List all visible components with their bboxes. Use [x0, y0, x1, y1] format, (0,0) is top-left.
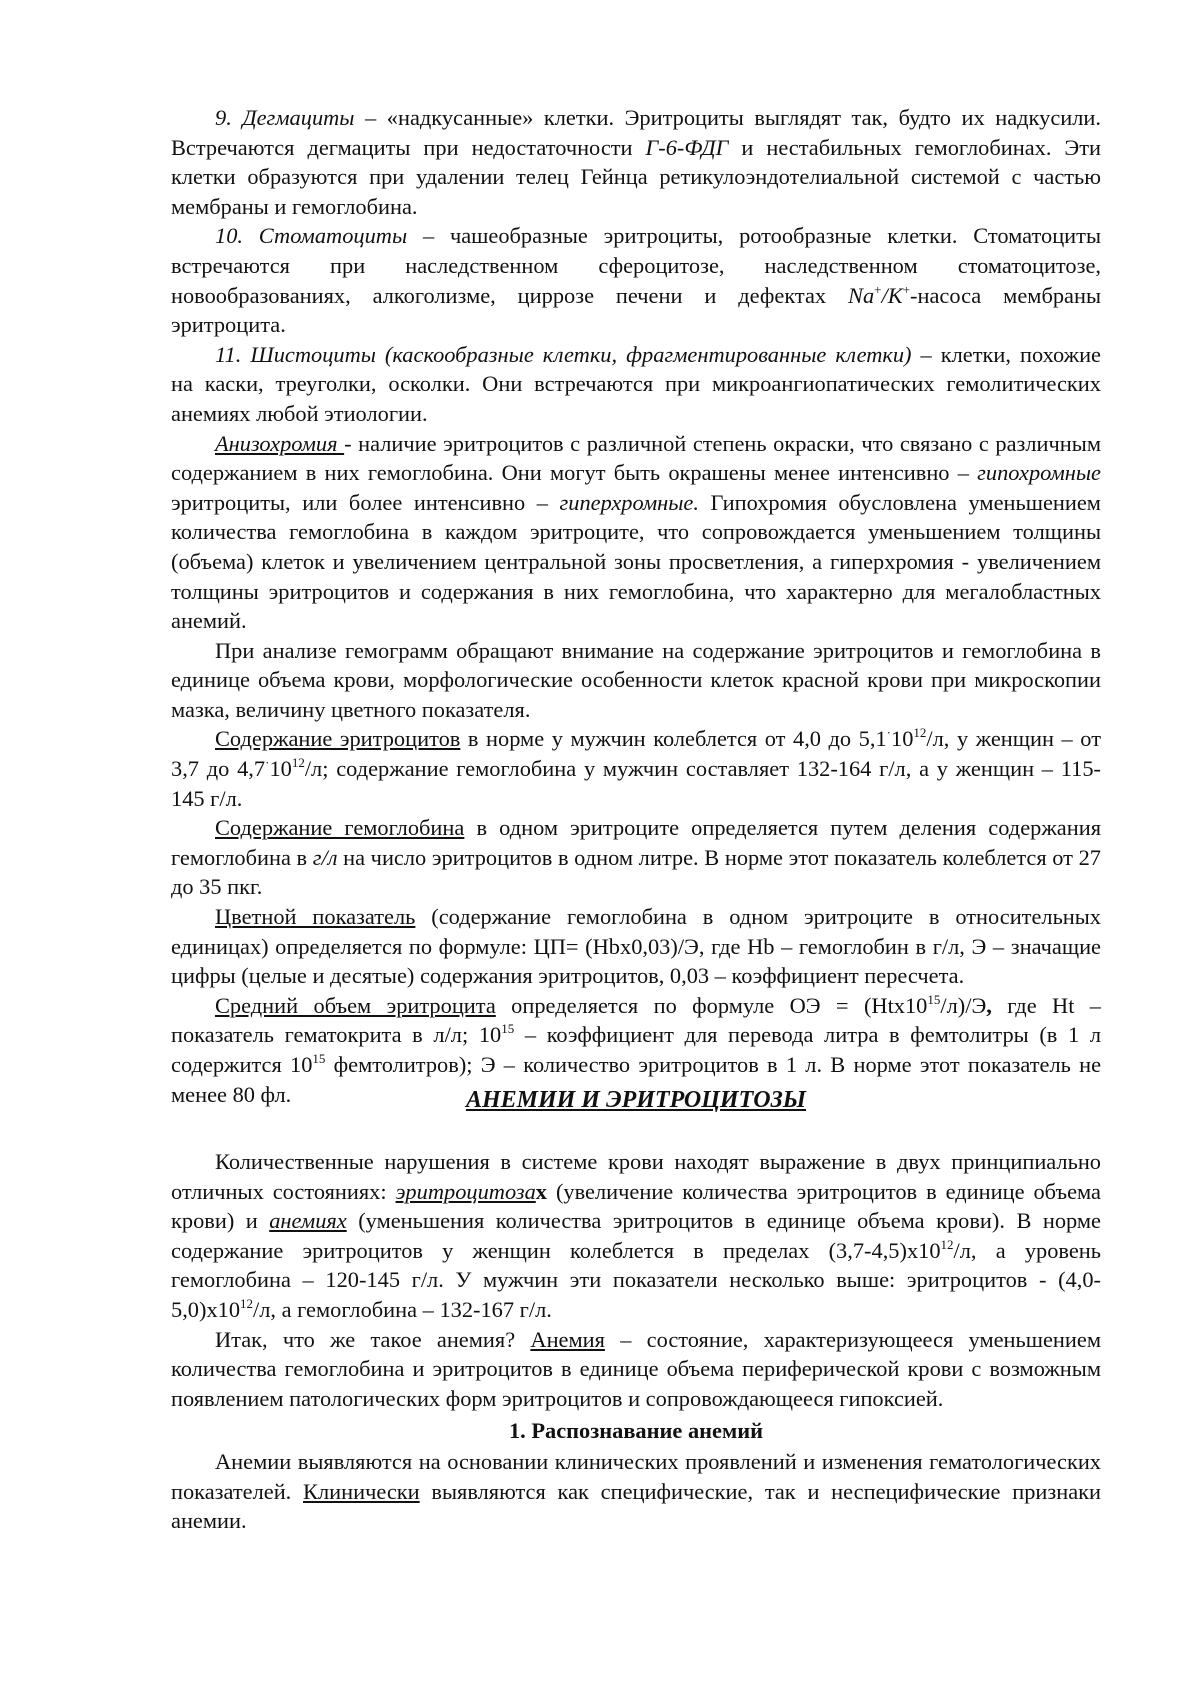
exponent: 15: [927, 991, 941, 1007]
text: – чашеобразные эритроциты, ротообразные клетки. Стоматоциты встречаются при наследственном сфероцитозе, наследственном стоматоцитозе, новообразованиях, алкоголизме, циррозе печени и дефектах: [171, 223, 1101, 308]
dot: ·: [265, 755, 270, 771]
text: /л, а гемоглобина – 132-167 г/л.: [253, 1296, 552, 1322]
text: – клетки, похожие на каски, треуголки, осколки. Они встречаются при микроангиопатических гемолитических анемиях любой этиологии.: [171, 341, 1101, 426]
text: – коэффициент для перевода литра в фемтолитры (в 1 л содержится 10: [171, 1022, 1102, 1077]
letter: х: [535, 1178, 547, 1204]
paragraph-hemogram: При анализе гемограмм обращают внимание на содержание эритроцитов и гемоглобина в единице объема крови, морфологические особенности клеток красной крови при микроскопии мазка, величину цветного показателя.: [171, 637, 1101, 722]
section-heading: АНЕМИИ И ЭРИТРОЦИТОЗЫ: [465, 1087, 807, 1113]
term-anisochromia: Анизохромия: [215, 430, 345, 456]
paragraph-hb-content: [171, 813, 1101, 902]
term-hypochromic: гипохромные: [977, 460, 1101, 486]
item-number: 10.: [215, 223, 259, 249]
body-text-block-2: [171, 1147, 1101, 1413]
text: 10: [891, 726, 914, 752]
text: /л)/Э: [940, 992, 987, 1018]
text: /л, а уровень гемоглобина – 120-145 г/л. У мужчин эти показатели несколько выше: эритроцитов - (4,0-5,0)х10: [171, 1237, 1101, 1322]
text: (уменьшения количества эритроцитов в единице объема крови). В норме содержание эритроцитов у женщин колеблется в пределах (3,7-4,5)х10: [171, 1208, 1101, 1263]
paragraph-rbc-count: [171, 724, 1101, 813]
enzyme-name: Г-6-ФДГ: [645, 134, 729, 160]
unit: г/л: [312, 844, 338, 870]
text: /л; содержание гемоглобина у мужчин составляет 132-164 г/л, а у женщин – 115-145 г/л.: [171, 756, 1101, 811]
body-text-block-3: [171, 1447, 1101, 1536]
text: где Ht – показатель гематокрита в л/л; 10: [171, 992, 1101, 1048]
exponent: 15: [501, 1021, 515, 1037]
text: определяется по формуле ОЭ = (Htх10: [495, 992, 928, 1018]
text: Количественные нарушения в системе крови находят выражение в двух принципиально отличных состояниях:: [171, 1149, 1101, 1204]
text: – состояние, характеризующееся уменьшением количества гемоглобина и эритроцитов в единице объема периферической крови с возможным появлением патологических форм эритроцитов и сопровождающееся гипоксией.: [171, 1326, 1101, 1411]
term-stomatocytes: Стоматоциты: [258, 223, 408, 249]
paragraph-quantitative: [171, 1147, 1101, 1325]
term-hyperchromic: гиперхромные.: [559, 489, 699, 515]
term-anemias: анемиях: [269, 1208, 347, 1234]
exponent: 12: [291, 755, 305, 771]
exponent: 12: [913, 725, 927, 741]
term-rbc-count: Содержание эритроцитов: [215, 726, 461, 752]
slash: /: [881, 282, 888, 308]
paragraph-schistocytes: [171, 340, 1101, 429]
term-anemia: Анемия: [530, 1326, 605, 1352]
exponent: 15: [312, 1051, 326, 1066]
ion-k: K: [887, 282, 903, 308]
term-clinically: Клинически: [303, 1478, 420, 1504]
term-degmacytes: Дегмациты: [242, 105, 355, 130]
text: фемтолитров); Э – количество эритроцитов в 1 л. В норме этот показатель не менее 80 фл.: [171, 1052, 1102, 1107]
text: -насоса мембраны эритроцита.: [171, 282, 1101, 338]
text: (увеличение количества эритроцитов в единице объема крови) и: [171, 1178, 1101, 1234]
text: на число эритроцитов в одном литре. В норме этот показатель колеблется от 27 до 35 пкг.: [171, 844, 1101, 900]
exponent: 12: [940, 1236, 954, 1252]
text: 10: [269, 756, 292, 782]
item-number: 11.: [215, 341, 251, 367]
ion-na: Na: [848, 282, 875, 308]
text: в норме у мужчин колеблется от 4,0 до 5,1: [460, 726, 887, 752]
paragraph-stomatocytes: [171, 221, 1101, 339]
text: в одном эритроците определяется путем деления содержания гемоглобина в: [171, 815, 1101, 870]
paragraph-anisochromia: [171, 429, 1101, 636]
paragraph-color-index: [171, 902, 1101, 991]
text: Анемии выявляются на основании клинических проявлений и изменения гематологических показателей.: [171, 1449, 1101, 1504]
text: Итак, что же такое анемия?: [215, 1326, 531, 1352]
text: и нестабильных гемоглобинах. Эти клетки образуются при удалении телец Гейнца ретикулоэндотелиальной системой с частью мембраны и гемоглобина.: [171, 134, 1101, 219]
paragraph-recognition: [171, 1447, 1101, 1536]
exponent: 12: [240, 1295, 254, 1311]
term-color-index: Цветной показатель: [215, 904, 416, 930]
superscript: +: [874, 281, 882, 297]
text: выявляются как специфические, так и неспецифические признаки анемии.: [171, 1478, 1102, 1534]
comma: ,: [986, 992, 992, 1018]
term-schistocytes: Шистоциты (каскообразные клетки, фрагментированные клетки): [250, 341, 912, 367]
text: (содержание гемоглобина в одном эритроците в относительных единицах) определяется по формуле: ЦП= (Hbх0,03)/Э, где Hb – гемоглобин в г/л, Э – значащие цифры (целые и десятые) содержания эритроцитов, 0,03 – коэффициент пересчета.: [171, 904, 1102, 989]
text: - наличие эритроцитов с различной степень окраски, что связано с различным содержанием в них гемоглобина. Они могут быть окрашены менее интенсивно –: [171, 430, 1101, 486]
item-number: 9.: [215, 105, 243, 130]
paragraph-anemia-definition: [171, 1325, 1101, 1414]
term-mcv: Средний объем эритроцита: [215, 992, 496, 1018]
term-hb-content: Содержание гемоглобина: [215, 815, 465, 841]
body-text-block-1: [171, 103, 1101, 1109]
text: – «надкусанные» клетки. Эритроциты выглядят так, будто их надкусили. Встречаются дегмациты при недостаточности: [171, 105, 1101, 160]
term-erythrocytosis: эритроцитоза: [395, 1178, 536, 1204]
superscript: +: [902, 281, 911, 297]
paragraph-degmacytes: [171, 103, 1101, 221]
text: Гипохромия обусловлена уменьшением количества гемоглобина в каждом эритроците, что сопровождается уменьшением толщины (объема) клеток и увеличением центральной зоны просветления, а гиперхромия - увеличением толщины эритроцитов и содержания в них гемоглобина, что характерно для мегалобластных анемий.: [171, 489, 1101, 634]
dot: ·: [886, 725, 892, 741]
text: эритроциты, или более интенсивно –: [171, 489, 560, 515]
subsection-heading: 1. Распознавание анемий: [508, 1418, 764, 1443]
text: /л, у женщин – от 3,7 до 4,7: [171, 726, 1101, 782]
